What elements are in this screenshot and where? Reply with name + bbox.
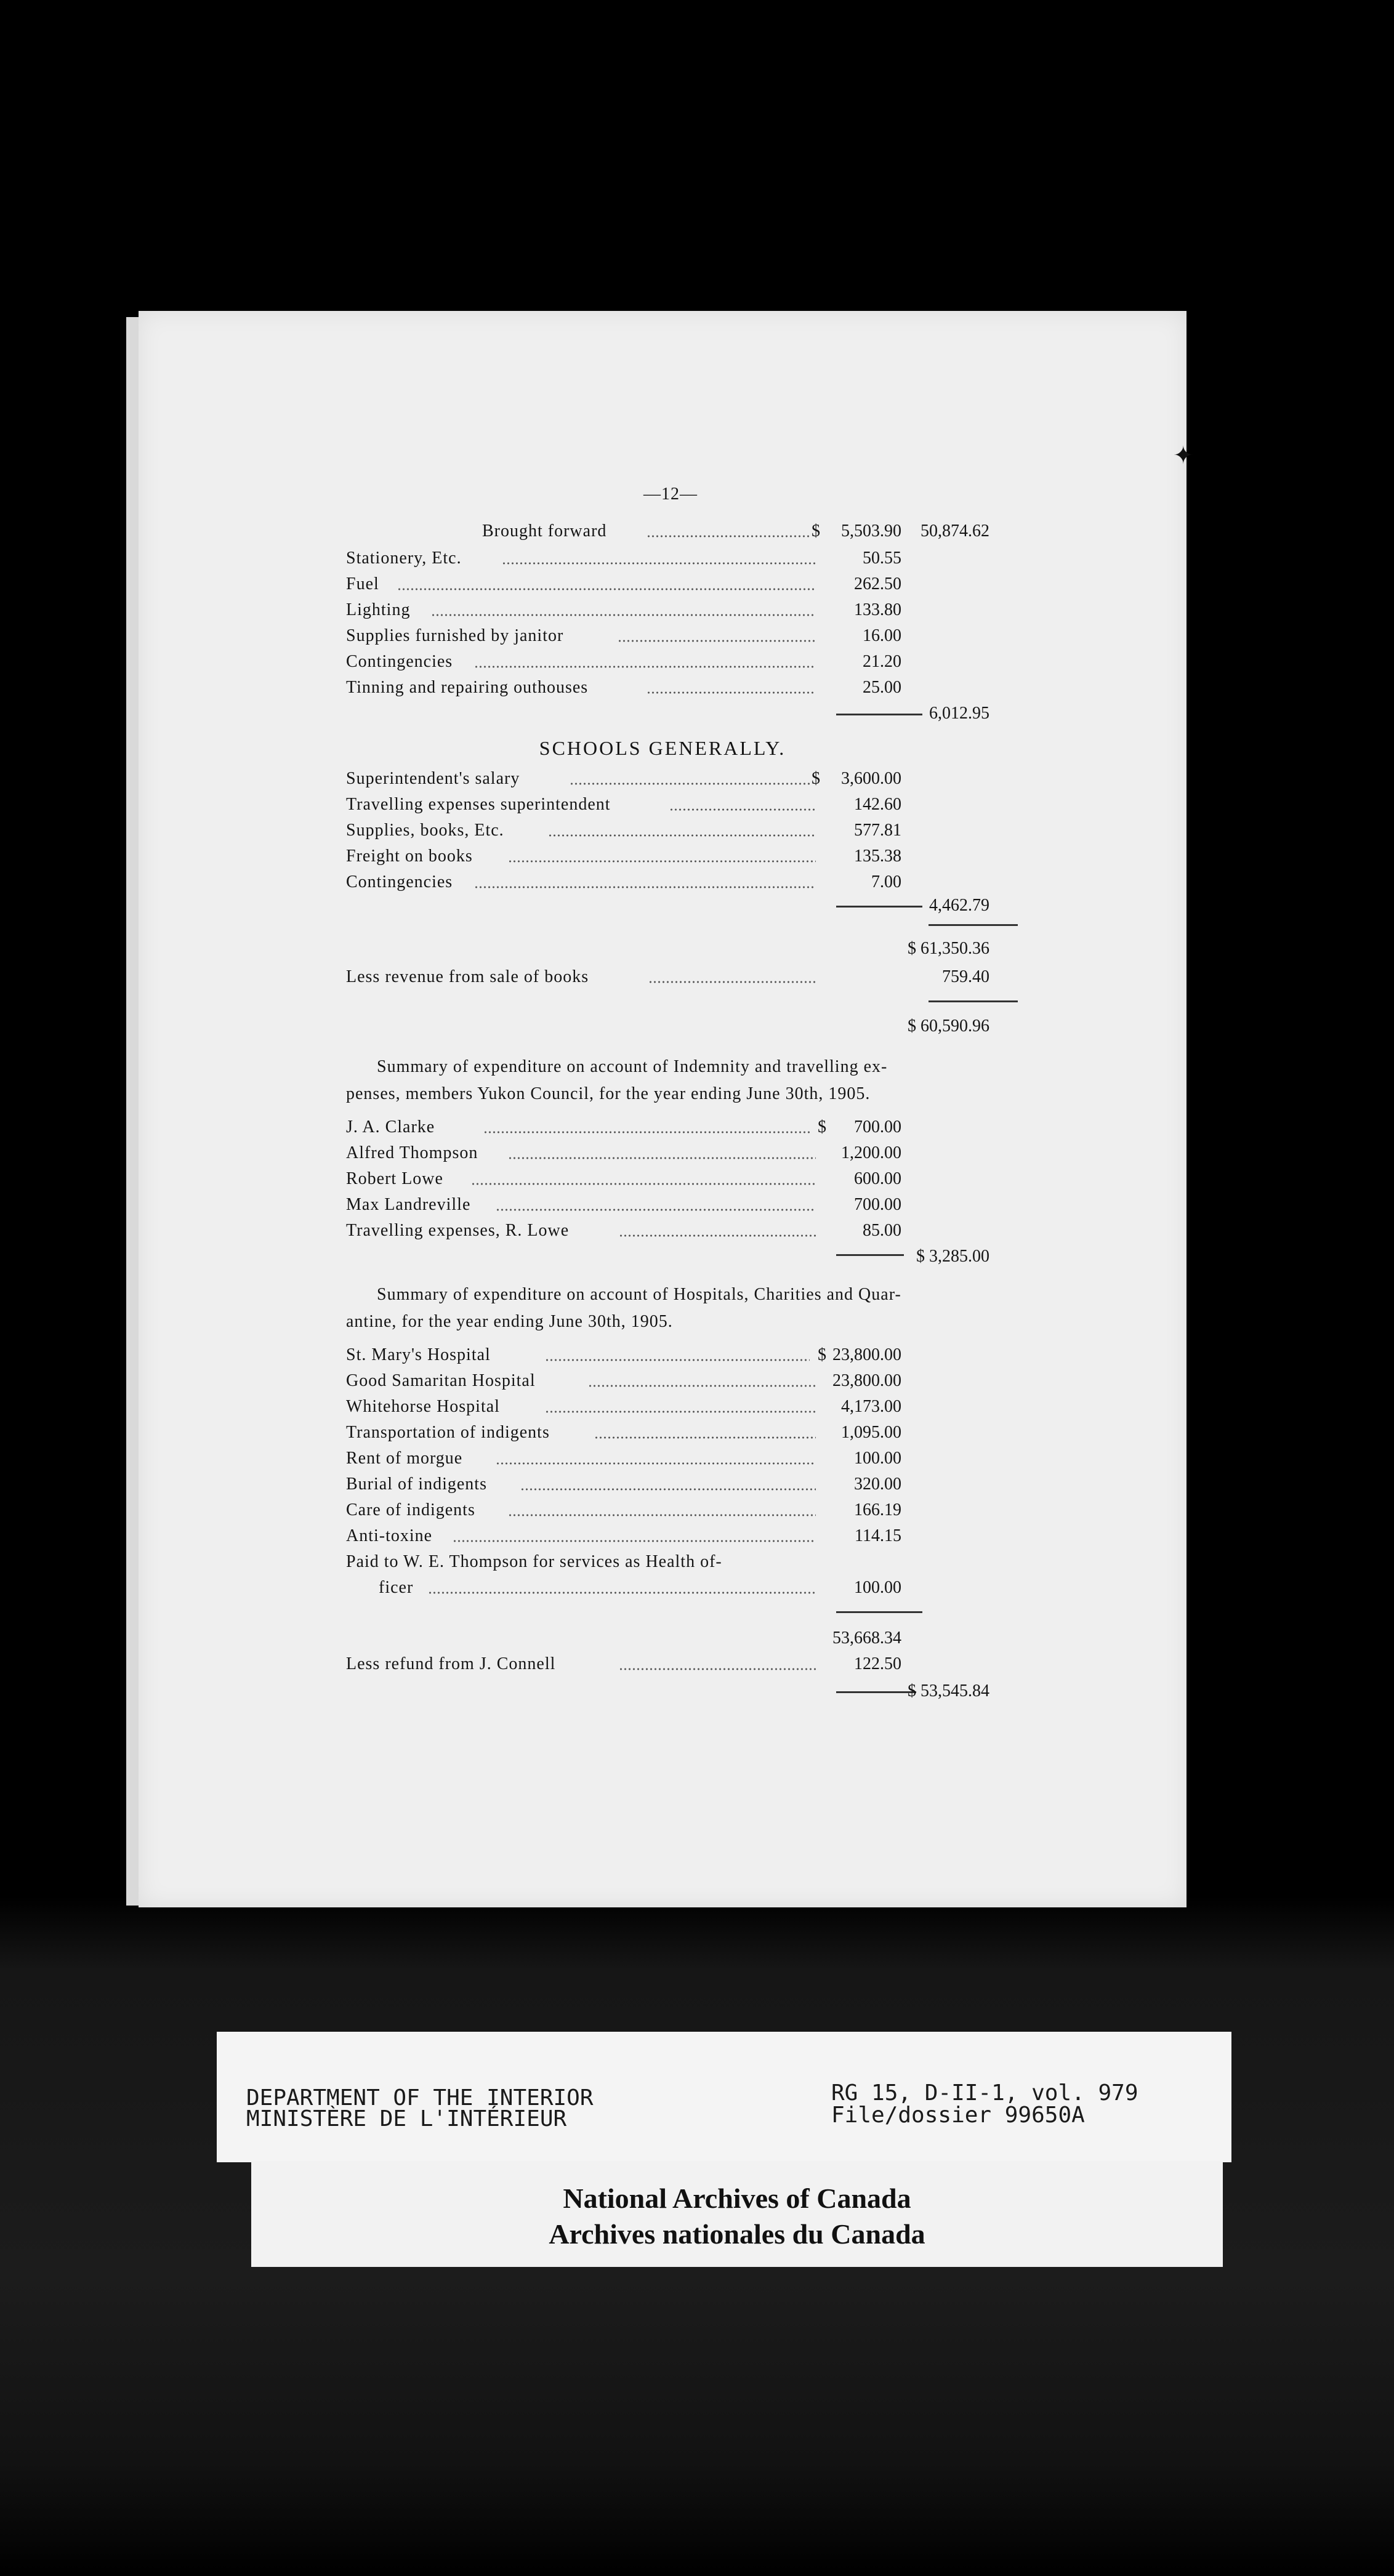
row-label: Care of indigents [346, 1500, 475, 1519]
expense-row [139, 1343, 1187, 1367]
amount: 600.00 [854, 1169, 901, 1188]
expense-row [139, 598, 1187, 622]
row-label: Robert Lowe [346, 1169, 443, 1188]
national-archives-label [251, 2161, 1223, 2267]
subtotal-row [139, 1244, 1187, 1269]
ink-blot-mark: ✦ [1173, 441, 1194, 469]
page-number: —12— [643, 485, 698, 504]
amount: 50.55 [863, 549, 901, 568]
subtotal-row [139, 701, 1187, 726]
row-label: Max Landreville [346, 1195, 471, 1214]
paid-thompson-line1: Paid to W. E. Thompson for services as Health of- [346, 1552, 722, 1571]
row-label: Transportation of indigents [346, 1423, 550, 1442]
row-label: Travelling expenses, R. Lowe [346, 1221, 570, 1240]
expense-row [139, 546, 1187, 571]
dot-leader [496, 1209, 816, 1211]
file-number: File/dossier 99650A [831, 2103, 1085, 2128]
dot-leader [474, 886, 816, 888]
row-label: Contingencies [346, 652, 453, 671]
subtotal-row [139, 893, 1187, 918]
section-heading: SCHOOLS GENERALLY. [539, 737, 786, 759]
grand-total: $ 61,350.36 [908, 939, 989, 958]
dollar-sign: $ [812, 769, 820, 788]
amount: 122.50 [854, 1654, 901, 1673]
expense-row [139, 1498, 1187, 1523]
row-label: Alfred Thompson [346, 1143, 478, 1162]
total: 6,012.95 [929, 704, 989, 723]
amount: 4,173.00 [841, 1397, 901, 1416]
department-fr: MINISTÈRE DE L'INTÉRIEUR [246, 2106, 567, 2131]
amount: 142.60 [854, 795, 901, 814]
sum-rule [929, 1000, 1018, 1002]
row-label: Less refund from J. Connell [346, 1654, 556, 1673]
expense-row [139, 1524, 1187, 1548]
archives-name-en: National Archives of Canada [563, 2183, 911, 2214]
dot-leader [647, 535, 810, 537]
amount: 100.00 [854, 1578, 901, 1597]
archives-name-fr: Archives nationales du Canada [549, 2218, 925, 2250]
row-label: Freight on books [346, 847, 473, 866]
net-total-row [139, 1014, 1187, 1039]
dollar-sign: $ [812, 521, 820, 541]
dot-leader [594, 1436, 816, 1439]
total: 50,874.62 [921, 521, 989, 541]
final-total: $ 53,545.84 [908, 1681, 989, 1701]
dot-leader [619, 1234, 816, 1237]
dot-leader [570, 783, 810, 785]
dot-leader [618, 640, 816, 642]
subtotal-row [139, 1626, 1187, 1651]
record-group-ref: RG 15, D-II-1, vol. 979 [831, 2080, 1138, 2106]
subtotal: 53,668.34 [832, 1628, 901, 1648]
expense-row [139, 1446, 1187, 1471]
amount: 23,800.00 [832, 1371, 901, 1390]
dot-leader [619, 1668, 816, 1670]
amount: 320.00 [854, 1475, 901, 1494]
expense-row [139, 1115, 1187, 1140]
less-refund-row [139, 1652, 1187, 1676]
archive-reference-card [217, 2032, 1231, 2162]
amount: 23,800.00 [832, 1345, 901, 1364]
summary-text: penses, members Yukon Council, for the year ending June 30th, 1905. [346, 1084, 871, 1103]
summary-text: Summary of expenditure on account of Indemnity and travelling ex- [377, 1057, 888, 1076]
dot-leader [496, 1462, 816, 1465]
document-page [139, 311, 1194, 1907]
row-label: Travelling expenses superintendent [346, 795, 611, 814]
dollar-sign: $ [818, 1345, 826, 1364]
expense-row [139, 1369, 1187, 1393]
row-label: J. A. Clarke [346, 1117, 435, 1137]
dot-leader [508, 1514, 816, 1516]
total: $ 3,285.00 [916, 1247, 989, 1266]
expense-row [139, 792, 1187, 817]
expense-row [139, 818, 1187, 843]
dot-leader [502, 562, 816, 565]
row-label: Brought forward [482, 521, 607, 541]
sum-rule [929, 924, 1018, 926]
amount: 21.20 [863, 652, 901, 671]
row-label: ficer [379, 1578, 414, 1597]
expense-row [139, 844, 1187, 869]
expense-row [139, 572, 1187, 597]
amount: 262.50 [854, 574, 901, 594]
dot-leader [431, 614, 816, 616]
expense-row [139, 1472, 1187, 1497]
amount: 135.38 [854, 847, 901, 866]
amount: 700.00 [854, 1195, 901, 1214]
expense-row [139, 1395, 1187, 1419]
row-label: Supplies furnished by janitor [346, 626, 564, 645]
final-total-row [139, 1679, 1187, 1704]
dot-leader [545, 1411, 816, 1413]
amount: 114.15 [855, 1526, 901, 1545]
row-label: St. Mary's Hospital [346, 1345, 491, 1364]
summary-text: antine, for the year ending June 30th, 1905. [346, 1312, 673, 1331]
expense-row [139, 675, 1187, 700]
summary-text: Summary of expenditure on account of Hospitals, Charities and Quar- [377, 1285, 901, 1304]
dot-leader [453, 1540, 816, 1542]
row-label: Supplies, books, Etc. [346, 821, 504, 840]
row-label: Burial of indigents [346, 1475, 487, 1494]
row-label: Lighting [346, 600, 411, 619]
amount: 133.80 [854, 600, 901, 619]
dot-leader [397, 588, 816, 590]
row-label: Contingencies [346, 872, 453, 892]
row-label: Superintendent's salary [346, 769, 520, 788]
row-label: Less revenue from sale of books [346, 967, 589, 986]
dot-leader [508, 860, 816, 863]
dot-leader [548, 834, 816, 837]
expense-row [139, 1193, 1187, 1217]
amount: 577.81 [854, 821, 901, 840]
amount: 25.00 [863, 678, 901, 697]
amount: 1,095.00 [841, 1423, 901, 1442]
dot-leader [428, 1592, 816, 1594]
dot-leader [471, 1183, 816, 1185]
dot-leader [647, 691, 816, 694]
brought-forward-row [139, 519, 1187, 544]
row-label: Stationery, Etc. [346, 549, 462, 568]
expense-row [139, 624, 1187, 648]
sum-rule [836, 1611, 922, 1613]
dot-leader [474, 666, 816, 668]
amount: 759.40 [942, 967, 989, 986]
less-revenue-row [139, 965, 1187, 989]
expense-row [139, 870, 1187, 895]
row-label: Tinning and repairing outhouses [346, 678, 589, 697]
dot-leader [520, 1488, 816, 1491]
expense-row [139, 1218, 1187, 1243]
dot-leader [483, 1131, 810, 1133]
expense-row [139, 1420, 1187, 1445]
amount: 7.00 [871, 872, 901, 892]
dot-leader [508, 1157, 816, 1159]
row-label: Fuel [346, 574, 379, 594]
dot-leader [588, 1385, 816, 1387]
amount: 3,600.00 [841, 769, 901, 788]
expense-row [139, 767, 1187, 791]
amount: 100.00 [854, 1449, 901, 1468]
amount: 85.00 [863, 1221, 901, 1240]
department-en: DEPARTMENT OF THE INTERIOR [246, 2085, 594, 2111]
row-label: Anti-toxine [346, 1526, 433, 1545]
dot-leader [545, 1359, 810, 1361]
net-total: $ 60,590.96 [908, 1016, 989, 1036]
dot-leader [648, 981, 816, 983]
amount: 700.00 [854, 1117, 901, 1137]
expense-row [139, 1167, 1187, 1191]
expense-row [139, 1576, 1187, 1600]
row-label: Good Samaritan Hospital [346, 1371, 536, 1390]
amount: 1,200.00 [841, 1143, 901, 1162]
total: 4,462.79 [929, 896, 989, 915]
dollar-sign: $ [818, 1117, 826, 1137]
amount: 5,503.90 [841, 521, 901, 541]
expense-row [139, 650, 1187, 674]
amount: 166.19 [854, 1500, 901, 1519]
grand-total-row [139, 936, 1187, 961]
row-label: Whitehorse Hospital [346, 1397, 500, 1416]
dot-leader [669, 808, 816, 811]
row-label: Rent of morgue [346, 1449, 463, 1468]
expense-row [139, 1141, 1187, 1165]
amount: 16.00 [863, 626, 901, 645]
